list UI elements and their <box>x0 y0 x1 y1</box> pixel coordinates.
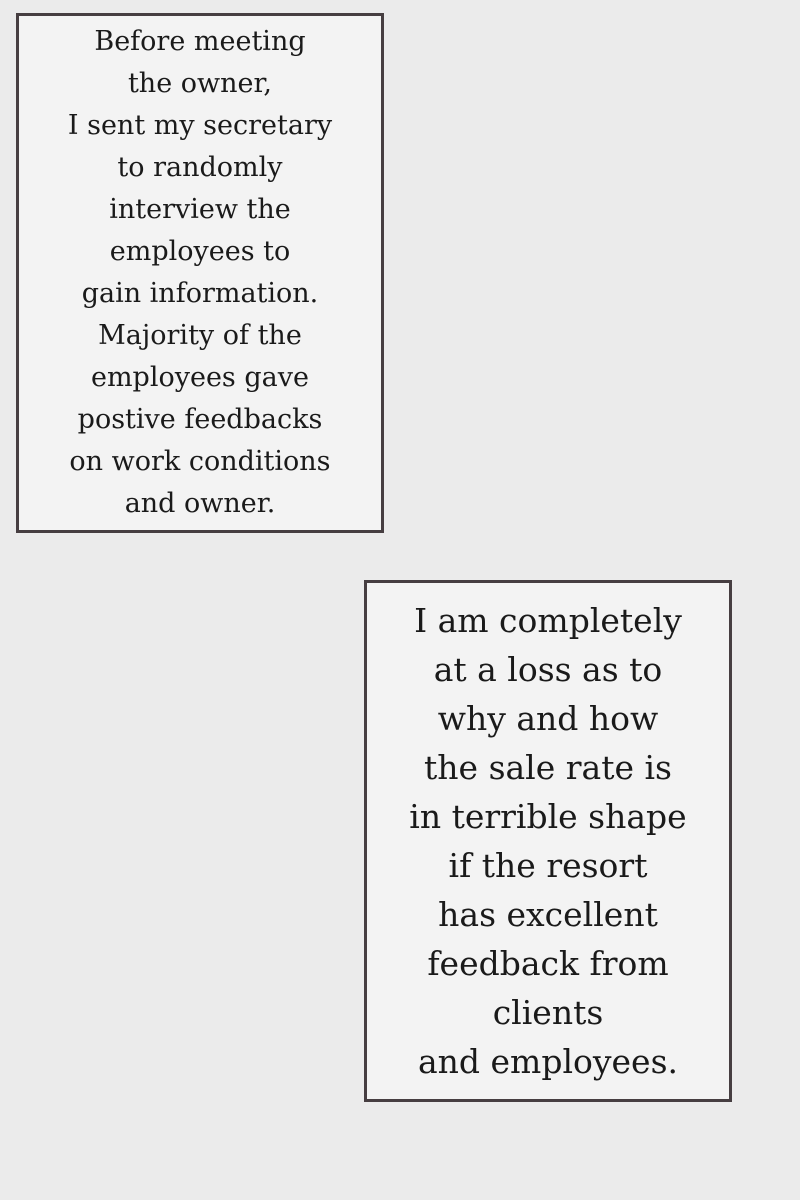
caption-line: gain information. <box>81 278 319 309</box>
caption-line: and owner. <box>124 488 276 519</box>
caption-box-top <box>16 13 384 533</box>
caption-line: postive feedbacks <box>77 404 323 435</box>
caption-line: in terrible shape <box>409 797 687 836</box>
caption-line: employees gave <box>90 362 309 393</box>
caption-line: clients <box>492 993 604 1032</box>
caption-line: if the resort <box>448 846 648 885</box>
caption-line: Before meeting <box>94 26 306 57</box>
caption-line: feedback from <box>427 944 669 983</box>
caption-line: to randomly <box>117 152 283 183</box>
caption-box-bottom <box>364 580 732 1102</box>
caption-line: I sent my secretary <box>67 110 333 141</box>
caption-line: and employees. <box>417 1042 679 1081</box>
caption-line: I am completely <box>414 601 682 640</box>
caption-line: has excellent <box>438 895 658 934</box>
caption-line: Majority of the <box>98 320 302 351</box>
caption-line: why and how <box>437 699 659 738</box>
caption-line: the sale rate is <box>424 748 672 787</box>
caption-text-top <box>68 21 332 525</box>
caption-line: the owner, <box>127 68 273 99</box>
caption-line: interview the <box>109 194 291 225</box>
caption-line: on work conditions <box>69 446 331 477</box>
caption-line: at a loss as to <box>433 650 663 689</box>
caption-text-bottom <box>409 596 686 1086</box>
caption-line: employees to <box>109 236 291 267</box>
